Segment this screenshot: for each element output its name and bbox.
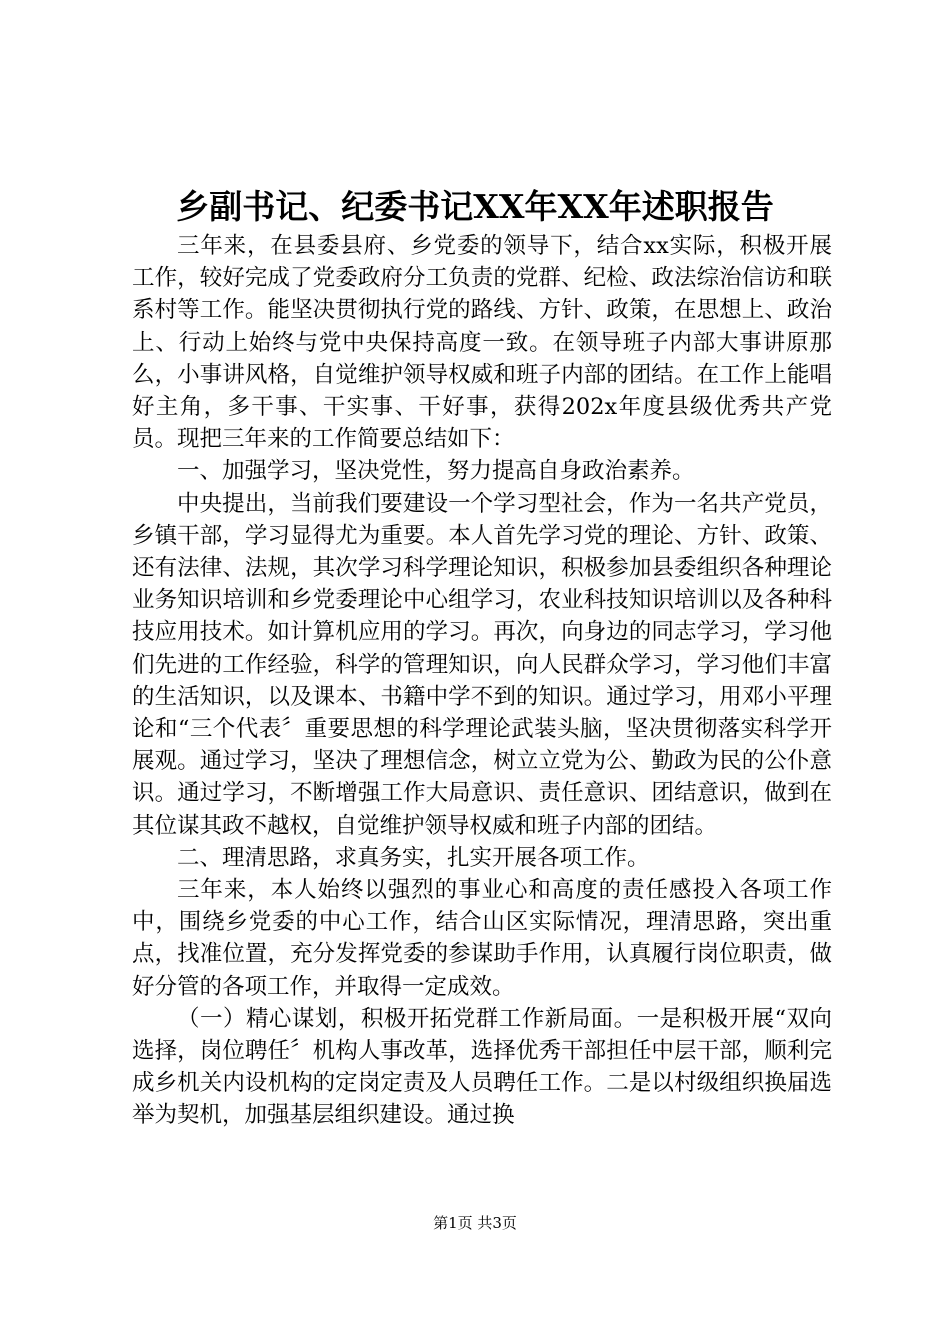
paragraph-work: 三年来，本人始终以强烈的事业心和高度的责任感投入各项工作中，围绕乡党委的中心工作，结合山区实际情况，理清思路，突出重点，找准位置，充分发挥党委的参谋助手作用，认真履行岗位职责，做好分管的各项工作，并取得一定成效。 [132,877,832,1000]
paragraph-party-work: （一）精心谋划，积极开拓党群工作新局面。一是积极开展“双向选择，岗位聘任〞机构人事改革，选择优秀干部担任中层干部，顺利完成乡机关内设机构的定岗定责及人员聘任工作。二是以村级组织换届选举为契机，加强基层组织建设。通过换 [132,1005,832,1129]
paragraph-intro: 三年来，在县委县府、乡党委的领导下，结合xx实际，积极开展工作，较好完成了党委政府分工负责的党群、纪检、政法综治信访和联系村等工作。能坚决贯彻执行党的路线、方针、政策，在思想上、政治上、行动上始终与党中央保持高度一致。在领导班子内部大事讲原那么，小事讲风格，自觉维护领导权威和班子内部的团结。在工作上能唱好主角，多干事、干实事、干好事，获得202x年度县级优秀共产党员。现把三年来的工作简要总结如下： [132,233,832,453]
document-title: 乡副书记、纪委书记XX年XX年述职报告 [176,187,774,226]
document-body [132,230,832,1132]
page-footer: 第1页 共3页 [433,1214,517,1232]
section-heading-2: 二、理清思路，求真务实，扎实开展各项工作。 [177,844,650,871]
section-heading-1: 一、加强学习，坚决党性，努力提高自身政治素养。 [177,458,695,485]
paragraph-study: 中央提出，当前我们要建设一个学习型社会，作为一名共产党员，乡镇干部，学习显得尤为重要。本人首先学习党的理论、方针、政策、还有法律、法规，其次学习科学理论知识，积极参加县委组织各种理论业务知识培训和乡党委理论中心组学习，农业科技知识培训以及各种科技应用技术。如计算机应用的学习。再次，向身边的同志学习，学习他们先进的工作经验，科学的管理知识，向人民群众学习，学习他们丰富的生活知识，以及课本、书籍中学不到的知识。通过学习，用邓小平理论和“三个代表〞重要思想的科学理论武装头脑，坚决贯彻落实科学开展观。通过学习，坚决了理想信念，树立立党为公、勤政为民的公仆意识。通过学习，不断增强工作大局意识、责任意识、团结意识，做到在其位谋其政不越权，自觉维护领导权威和班子内部的团结。 [132,490,832,839]
